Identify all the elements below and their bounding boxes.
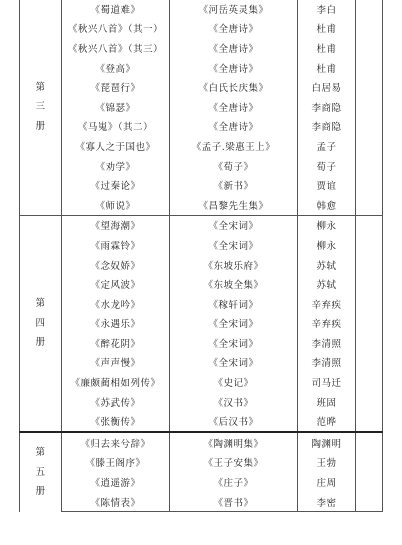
source-cell: 《河岳英灵集》 bbox=[170, 0, 298, 19]
author-cell: 李密 bbox=[298, 492, 356, 512]
title-cell: 《苏武传》 bbox=[62, 392, 170, 412]
title-cell: 《醉花阴》 bbox=[62, 333, 170, 353]
table-row bbox=[20, 453, 383, 473]
table-row bbox=[20, 432, 383, 453]
empty-cell bbox=[356, 255, 383, 275]
empty-cell bbox=[356, 432, 383, 453]
source-cell: 《稼轩词》 bbox=[170, 294, 298, 314]
author-cell: 白居易 bbox=[298, 77, 356, 97]
empty-cell bbox=[356, 215, 383, 235]
source-cell: 《陶渊明集》 bbox=[170, 432, 298, 453]
empty-cell bbox=[356, 472, 383, 492]
table-row bbox=[20, 156, 383, 176]
source-cell: 《全宋词》 bbox=[170, 215, 298, 235]
volume-label-char: 册 bbox=[35, 120, 46, 132]
table-row bbox=[20, 353, 383, 373]
author-cell: 陶渊明 bbox=[298, 432, 356, 453]
empty-cell bbox=[356, 453, 383, 473]
table-row bbox=[20, 19, 383, 39]
table-row bbox=[20, 175, 383, 195]
source-cell: 《史记》 bbox=[170, 372, 298, 392]
title-cell: 《寡人之于国也》 bbox=[62, 136, 170, 156]
title-cell: 《水龙吟》 bbox=[62, 294, 170, 314]
empty-cell bbox=[356, 274, 383, 294]
table-row bbox=[20, 314, 383, 334]
table-row bbox=[20, 195, 383, 215]
table-row bbox=[20, 274, 383, 294]
empty-cell bbox=[356, 353, 383, 373]
source-cell: 《荀子》 bbox=[170, 156, 298, 176]
author-cell: 王勃 bbox=[298, 453, 356, 473]
title-cell: 《蜀道难》 bbox=[62, 0, 170, 19]
source-cell: 《全唐诗》 bbox=[170, 19, 298, 39]
title-cell: 《登高》 bbox=[62, 58, 170, 78]
source-cell: 《孟子.梁惠王上》 bbox=[170, 136, 298, 156]
empty-cell bbox=[356, 235, 383, 255]
source-cell: 《晋书》 bbox=[170, 492, 298, 512]
table-row bbox=[20, 215, 383, 235]
volume-label-char: 第 bbox=[35, 81, 46, 93]
author-cell: 杜甫 bbox=[298, 19, 356, 39]
title-cell: 《滕王阁序》 bbox=[62, 453, 170, 473]
source-cell: 《全宋词》 bbox=[170, 314, 298, 334]
table-row bbox=[20, 411, 383, 432]
table-row bbox=[20, 294, 383, 314]
title-cell: 《声声慢》 bbox=[62, 353, 170, 373]
table-row bbox=[20, 136, 383, 156]
title-cell: 《师说》 bbox=[62, 195, 170, 215]
volume-label-char: 第 bbox=[35, 447, 46, 459]
author-cell: 司马迁 bbox=[298, 372, 356, 392]
table-row bbox=[20, 97, 383, 117]
empty-cell bbox=[356, 136, 383, 156]
table-row bbox=[20, 117, 383, 137]
empty-cell bbox=[356, 492, 383, 512]
volume-label-cell bbox=[20, 215, 62, 432]
author-cell: 班固 bbox=[298, 392, 356, 412]
empty-cell bbox=[356, 156, 383, 176]
title-cell: 《秋兴八首》（其一） bbox=[62, 19, 170, 39]
title-cell: 《廉颇蔺相如列传》 bbox=[62, 372, 170, 392]
author-cell: 柳永 bbox=[298, 235, 356, 255]
table-row bbox=[20, 77, 383, 97]
source-cell: 《东坡乐府》 bbox=[170, 255, 298, 275]
author-cell: 孟子 bbox=[298, 136, 356, 156]
volume-label-char: 四 bbox=[35, 317, 46, 329]
table-row bbox=[20, 472, 383, 492]
author-cell: 李商隐 bbox=[298, 117, 356, 137]
source-cell: 《新书》 bbox=[170, 175, 298, 195]
author-cell: 柳永 bbox=[298, 215, 356, 235]
empty-cell bbox=[356, 175, 383, 195]
title-cell: 《劝学》 bbox=[62, 156, 170, 176]
volume-label-char: 册 bbox=[35, 337, 46, 349]
source-cell: 《全唐诗》 bbox=[170, 117, 298, 137]
title-cell: 《锦瑟》 bbox=[62, 97, 170, 117]
empty-cell bbox=[356, 372, 383, 392]
source-cell: 《后汉书》 bbox=[170, 411, 298, 432]
source-cell: 《庄子》 bbox=[170, 472, 298, 492]
title-cell: 《望海潮》 bbox=[62, 215, 170, 235]
author-cell: 李商隐 bbox=[298, 97, 356, 117]
author-cell: 李清照 bbox=[298, 333, 356, 353]
source-cell: 《全唐诗》 bbox=[170, 97, 298, 117]
title-cell: 《归去来兮辞》 bbox=[62, 432, 170, 453]
title-cell: 《秋兴八首》（其三） bbox=[62, 38, 170, 58]
source-cell: 《汉书》 bbox=[170, 392, 298, 412]
empty-cell bbox=[356, 0, 383, 19]
source-cell: 《全唐诗》 bbox=[170, 38, 298, 58]
author-cell: 辛弃疾 bbox=[298, 314, 356, 334]
empty-cell bbox=[356, 58, 383, 78]
empty-cell bbox=[356, 411, 383, 432]
empty-cell bbox=[356, 294, 383, 314]
source-cell: 《昌黎先生集》 bbox=[170, 195, 298, 215]
title-cell: 《马嵬》（其二） bbox=[62, 117, 170, 137]
author-cell: 韩愈 bbox=[298, 195, 356, 215]
author-cell: 苏轼 bbox=[298, 274, 356, 294]
source-cell: 《东坡全集》 bbox=[170, 274, 298, 294]
title-cell: 《雨霖铃》 bbox=[62, 235, 170, 255]
title-cell: 《过秦论》 bbox=[62, 175, 170, 195]
table-row bbox=[20, 38, 383, 58]
table-body bbox=[20, 0, 383, 512]
source-cell: 《全唐诗》 bbox=[170, 58, 298, 78]
table-row bbox=[20, 255, 383, 275]
empty-cell bbox=[356, 333, 383, 353]
author-cell: 李清照 bbox=[298, 353, 356, 373]
title-cell: 《琵琶行》 bbox=[62, 77, 170, 97]
author-cell: 辛弃疾 bbox=[298, 294, 356, 314]
title-cell: 《永遇乐》 bbox=[62, 314, 170, 334]
source-cell: 《全宋词》 bbox=[170, 235, 298, 255]
author-cell: 苏轼 bbox=[298, 255, 356, 275]
table-row bbox=[20, 333, 383, 353]
table-row bbox=[20, 235, 383, 255]
reading-list-table bbox=[19, 0, 383, 512]
table-row bbox=[20, 372, 383, 392]
empty-cell bbox=[356, 19, 383, 39]
source-cell: 《全宋词》 bbox=[170, 333, 298, 353]
title-cell: 《张衡传》 bbox=[62, 411, 170, 432]
table-row bbox=[20, 0, 383, 19]
empty-cell bbox=[356, 195, 383, 215]
author-cell: 杜甫 bbox=[298, 58, 356, 78]
empty-cell bbox=[356, 392, 383, 412]
author-cell: 庄周 bbox=[298, 472, 356, 492]
title-cell: 《逍遥游》 bbox=[62, 472, 170, 492]
title-cell: 《定风波》 bbox=[62, 274, 170, 294]
volume-label-char: 五 bbox=[35, 466, 46, 478]
empty-cell bbox=[356, 38, 383, 58]
empty-cell bbox=[356, 117, 383, 137]
empty-cell bbox=[356, 314, 383, 334]
author-cell: 荀子 bbox=[298, 156, 356, 176]
volume-label-char: 三 bbox=[35, 101, 46, 113]
empty-cell bbox=[356, 97, 383, 117]
source-cell: 《王子安集》 bbox=[170, 453, 298, 473]
title-cell: 《陈情表》 bbox=[62, 492, 170, 512]
volume-label-char: 第 bbox=[35, 298, 46, 310]
source-cell: 《全宋词》 bbox=[170, 353, 298, 373]
volume-label-char: 册 bbox=[35, 486, 46, 498]
author-cell: 李白 bbox=[298, 0, 356, 19]
volume-label-cell bbox=[20, 432, 62, 512]
author-cell: 杜甫 bbox=[298, 38, 356, 58]
author-cell: 范晔 bbox=[298, 411, 356, 432]
volume-label-cell bbox=[20, 0, 62, 215]
empty-cell bbox=[356, 77, 383, 97]
title-cell: 《念奴娇》 bbox=[62, 255, 170, 275]
source-cell: 《白氏长庆集》 bbox=[170, 77, 298, 97]
table-row bbox=[20, 392, 383, 412]
author-cell: 贾谊 bbox=[298, 175, 356, 195]
table-row bbox=[20, 58, 383, 78]
table-row bbox=[20, 492, 383, 512]
